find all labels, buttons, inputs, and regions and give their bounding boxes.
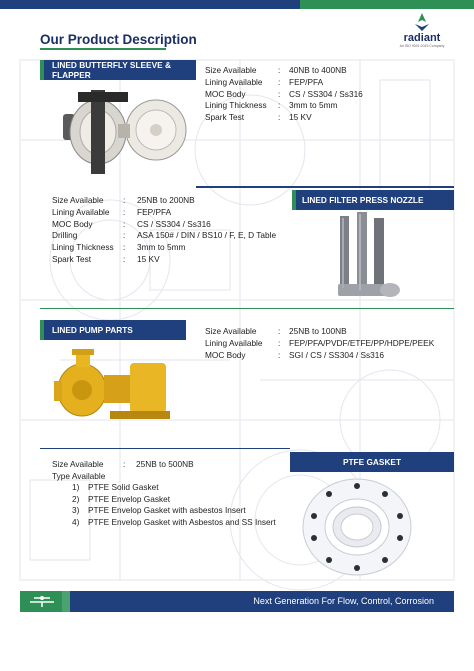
footer-green-accent	[62, 591, 70, 612]
top-bar-green-segment	[300, 0, 474, 9]
footer-tagline: Next Generation For Flow, Control, Corrosion	[253, 596, 434, 606]
spec-value: FEP/PFA	[137, 206, 172, 217]
butterfly-valve-image	[58, 84, 188, 176]
spec-row: Size Available : 25NB to 500NB	[52, 459, 194, 469]
spec-key: Lining Available	[52, 206, 110, 217]
spec-value: ASA 150# / DIN / BS10 / F, E, D Table	[137, 230, 277, 241]
ptfe-gasket-image	[300, 476, 415, 578]
spec-key: MOC Body	[52, 218, 93, 229]
spec-row: MOC Body : CS / SS304 / Ss316	[52, 218, 211, 229]
butterfly-specs	[205, 65, 445, 124]
top-bar-blue-segment	[0, 0, 300, 9]
spec-value: 3mm to 5mm	[289, 100, 338, 111]
list-item: 3) PTFE Envelop Gasket with asbestos Insert	[72, 505, 246, 516]
spec-row: Size Available : 40NB to 400NB	[205, 65, 347, 75]
list-item: 4) PTFE Envelop Gasket with Asbestos and SS Insert	[72, 516, 276, 527]
spec-row: Size Available : 25NB to 100NB	[205, 326, 347, 336]
gasket-banner	[290, 452, 454, 472]
spec-value: 15 KV	[289, 112, 312, 123]
spec-value: CS / SS304 / Ss316	[289, 88, 363, 99]
nozzle-specs	[52, 195, 282, 266]
pump-parts-image	[50, 345, 175, 430]
nozzle-banner	[292, 190, 454, 210]
spec-row: Drilling : ASA 150# / DIN / BS10 / F, E, D Table	[52, 230, 277, 241]
pump-banner	[40, 320, 186, 340]
spec-key: Size Available	[52, 459, 104, 469]
spec-value: FEP/PFA	[289, 76, 324, 87]
spec-key: Spark Test	[205, 112, 245, 123]
logo-subtitle: An ISO 9001:2015 Company	[399, 44, 445, 48]
spec-key: Lining Available	[205, 337, 263, 348]
title-underline	[40, 48, 166, 50]
spec-row: Spark Test : 15 KV	[52, 253, 160, 264]
spec-value: 40NB to 400NB	[289, 65, 347, 75]
spec-key: MOC Body	[205, 349, 246, 360]
spec-key: Drilling	[52, 230, 78, 241]
section-separator	[40, 308, 454, 309]
spec-key: Lining Thickness	[52, 242, 114, 253]
spec-row: Size Available : 25NB to 200NB	[52, 195, 195, 205]
spec-value: CS / SS304 / Ss316	[137, 218, 211, 229]
spec-key: Size Available	[205, 326, 257, 336]
butterfly-banner-label: LINED BUTTERFLY SLEEVE & FLAPPER	[52, 60, 171, 80]
nozzle-banner-label: LINED FILTER PRESS NOZZLE	[302, 195, 424, 205]
type-label-row	[52, 471, 105, 483]
spec-row: Lining Available : FEP/PFA	[205, 76, 324, 87]
spec-row: Lining Available : FEP/PFA/PVDF/ETFE/PP/HDPE/PEEK	[205, 337, 435, 348]
spec-key: Lining Thickness	[205, 100, 267, 111]
gasket-banner-label: PTFE GASKET	[342, 457, 402, 467]
list-item: 2) PTFE Envelop Gasket	[72, 493, 171, 504]
valve-handwheel-icon	[28, 594, 56, 609]
page-title: Our Product Description	[40, 32, 197, 47]
spec-value: 15 KV	[137, 253, 160, 264]
logo-name: radiant	[403, 32, 441, 44]
spec-row: Lining Thickness : 3mm to 5mm	[52, 242, 186, 253]
spec-value: 25NB to 200NB	[137, 195, 195, 205]
spec-row: Spark Test : 15 KV	[205, 112, 312, 123]
company-logo	[392, 12, 452, 52]
spec-value: 25NB to 500NB	[136, 459, 194, 469]
spec-key: Size Available	[205, 65, 257, 75]
filter-press-nozzle-image	[330, 210, 420, 305]
butterfly-banner	[40, 60, 196, 80]
spec-row: Lining Available : FEP/PFA	[52, 206, 172, 217]
spec-value: 3mm to 5mm	[137, 242, 186, 253]
spec-value: FEP/PFA/PVDF/ETFE/PP/HDPE/PEEK	[289, 337, 435, 348]
spec-value: SGI / CS / SS304 / Ss316	[289, 349, 385, 360]
section-separator	[40, 448, 290, 449]
list-item: 1) PTFE Solid Gasket	[72, 482, 159, 493]
spec-key: MOC Body	[205, 88, 246, 99]
spec-key: Lining Available	[205, 76, 263, 87]
radiant-logo-icon	[411, 12, 433, 32]
spec-row: Lining Thickness : 3mm to 5mm	[205, 100, 338, 111]
spec-row: MOC Body : SGI / CS / SS304 / Ss316	[205, 349, 385, 360]
pump-banner-label: LINED PUMP PARTS	[52, 325, 133, 335]
section-separator	[196, 186, 454, 188]
footer-bar	[20, 591, 454, 612]
pump-specs	[205, 326, 445, 361]
gasket-specs	[52, 459, 276, 529]
spec-row: MOC Body : CS / SS304 / Ss316	[205, 88, 363, 99]
spec-key: Size Available	[52, 195, 104, 205]
top-color-bar	[0, 0, 474, 9]
spec-key: Spark Test	[52, 253, 92, 264]
spec-value: 25NB to 100NB	[289, 326, 347, 336]
type-label: Type Available	[52, 470, 106, 481]
